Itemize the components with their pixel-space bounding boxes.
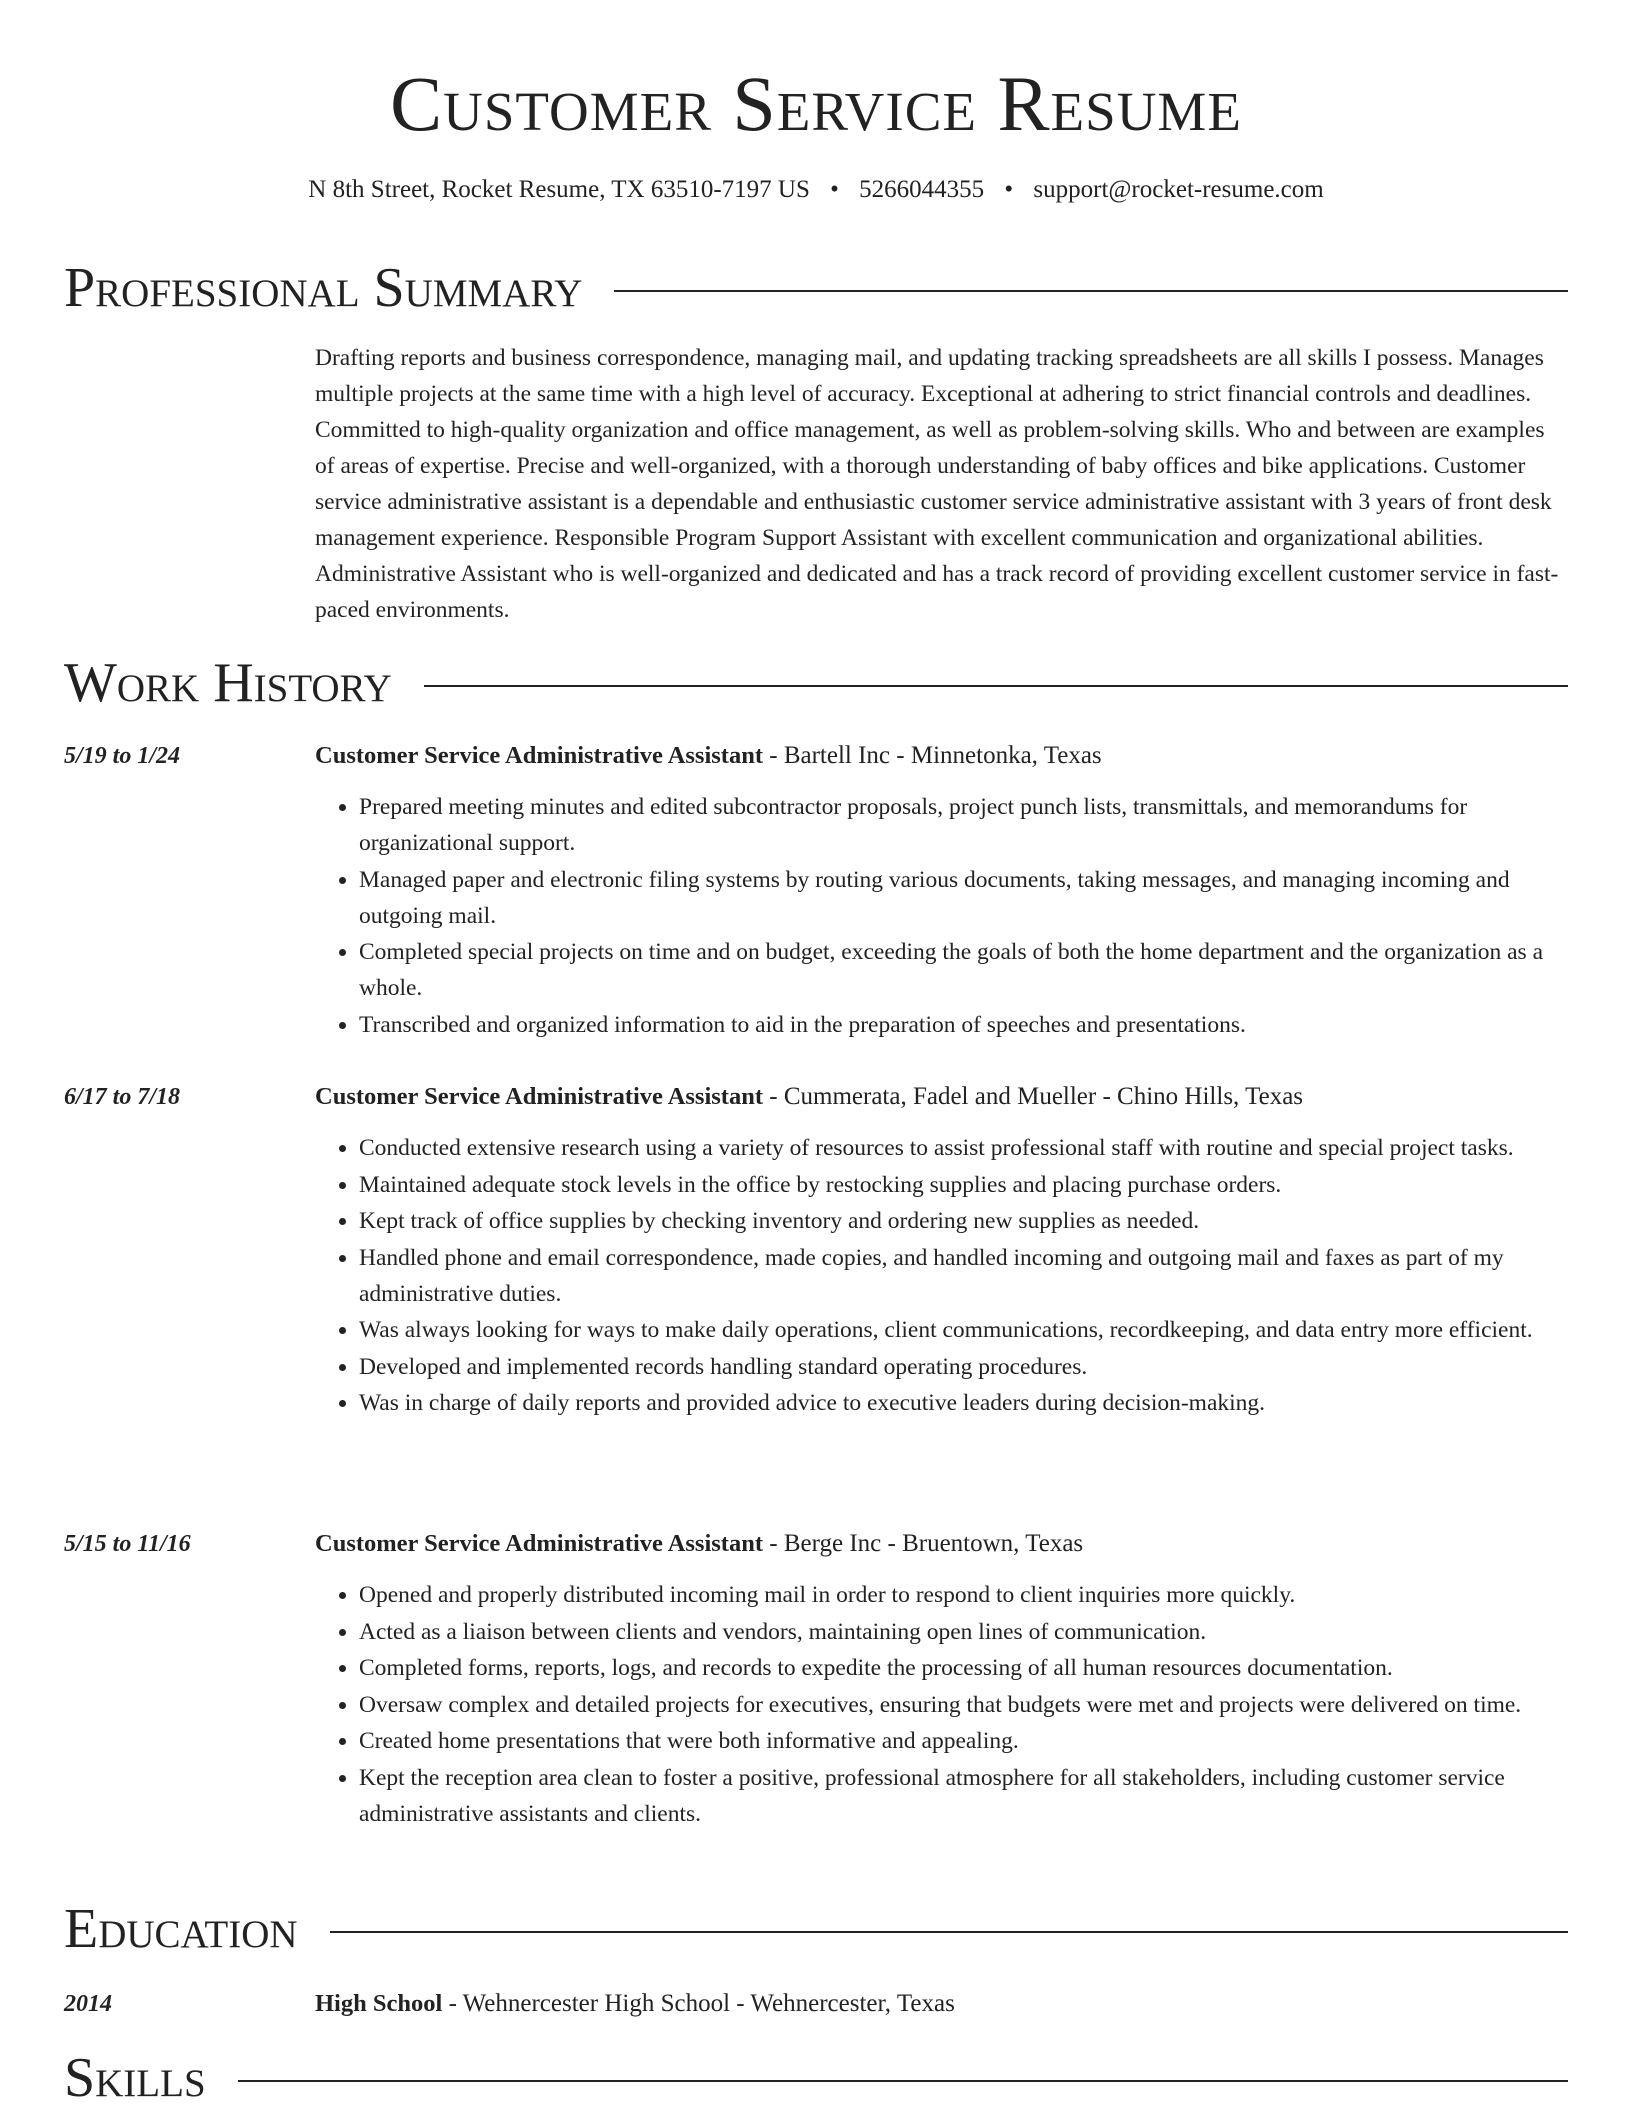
job-bullet: • Completed forms, reports, logs, and records to expedite the processing of all human resources documentation.	[359, 1650, 1568, 1686]
contact-email: support@rocket-resume.com	[1033, 176, 1324, 203]
job-details: - Cummerata, Fadel and Mueller - Chino Hills, Texas	[763, 1083, 1304, 1110]
job-title: Customer Service Administrative Assistant	[315, 1083, 763, 1110]
job-bullet: • Managed paper and electronic filing systems by routing various documents, taking messages, and managing incoming and outgoing mail.	[359, 862, 1568, 934]
job-bullet: • Acted as a liaison between clients and vendors, maintaining open lines of communication.	[359, 1614, 1568, 1650]
contact-line	[0, 173, 1632, 207]
job-bullet: • Created home presentations that were both informative and appealing.	[359, 1723, 1568, 1759]
education-details: - Wehnercester High School - Wehnercester, Texas	[442, 1990, 955, 2017]
job-heading	[315, 1527, 1568, 1561]
job-bullet: • Developed and implemented records handling standard operating procedures.	[359, 1349, 1568, 1385]
section-divider	[238, 2080, 1568, 2082]
contact-phone: 5266044355	[859, 176, 985, 203]
section-divider	[330, 1931, 1568, 1933]
section-header-education	[64, 1897, 1568, 1961]
job-dates: 5/15 to 11/16	[64, 1531, 191, 1557]
section-divider	[614, 290, 1568, 292]
job-bullet: • Prepared meeting minutes and edited subcontractor proposals, project punch lists, transmittals, and memorandums for organizational support.	[359, 789, 1568, 861]
section-header-skills	[64, 2046, 1568, 2110]
section-title-education: Education	[64, 1898, 298, 1960]
job-title: Customer Service Administrative Assistant	[315, 1530, 763, 1557]
section-divider	[424, 685, 1568, 687]
section-title-work: Work History	[64, 652, 392, 714]
job-bullet: • Maintained adequate stock levels in the office by restocking supplies and placing purchase orders.	[359, 1167, 1568, 1203]
section-title-summary: Professional Summary	[64, 257, 583, 319]
job-dates: 5/19 to 1/24	[64, 743, 181, 769]
contact-separator: •	[830, 176, 839, 203]
job-heading	[315, 1080, 1568, 1114]
job-bullet: • Completed special projects on time and on budget, exceeding the goals of both the home department and the organization as a whole.	[359, 934, 1568, 1006]
contact-address: N 8th Street, Rocket Resume, TX 63510-7197 US	[308, 176, 810, 203]
section-header-work	[64, 651, 1568, 715]
job-bullet: • Handled phone and email correspondence, made copies, and handled incoming and outgoing mail and faxes as part of my administrative duties.	[359, 1240, 1568, 1312]
job-details: - Bartell Inc - Minnetonka, Texas	[763, 742, 1102, 769]
job-bullet: • Opened and properly distributed incoming mail in order to respond to client inquiries more quickly.	[359, 1577, 1568, 1613]
job-dates: 6/17 to 7/18	[64, 1084, 181, 1110]
job-bullet: • Oversaw complex and detailed projects for executives, ensuring that budgets were met and projects were delivered on time.	[359, 1687, 1568, 1723]
summary-text: Drafting reports and business correspondence, managing mail, and updating tracking spreadsheets are all skills I possess. Manages multiple projects at the same time with a high level of accuracy. Exceptional at adhering to strict financial controls and deadlines. Committed to high-quality organization and office management, as well as problem-solving skills. Who and between are examples of areas of expertise. Precise and well-organized, with a thorough understanding of baby offices and bike applications. Customer service administrative assistant is a dependable and enthusiastic customer service administrative assistant with 3 years of front desk management experience. Responsible Program Support Assistant with excellent communication and organizational abilities. Administrative Assistant who is well-organized and dedicated and has a track record of providing excellent customer service in fast-paced environments.	[315, 345, 1559, 623]
job-heading	[315, 739, 1568, 773]
job-title: Customer Service Administrative Assistant	[315, 742, 763, 769]
job-bullet: • Was always looking for ways to make daily operations, client communications, recordkeeping, and data entry more efficient.	[359, 1312, 1568, 1348]
job-bullet: • Kept track of office supplies by checking inventory and ordering new supplies as needed.	[359, 1203, 1568, 1239]
section-header-summary	[64, 256, 1568, 320]
job-bullets	[315, 1130, 1568, 1422]
job-details: - Berge Inc - Bruentown, Texas	[763, 1530, 1084, 1557]
job-bullets	[315, 1577, 1568, 1832]
job-bullets	[315, 789, 1568, 1043]
resume-title: Customer Service Resume	[390, 60, 1242, 147]
job-bullet: • Conducted extensive research using a variety of resources to assist professional staff with routine and special project tasks.	[359, 1130, 1568, 1166]
contact-separator: •	[1004, 176, 1014, 203]
job-bullet: • Kept the reception area clean to foster a positive, professional atmosphere for all stakeholders, including customer service administrative assistants and clients.	[359, 1760, 1568, 1832]
section-title-skills: Skills	[64, 2047, 206, 2109]
job-bullet: • Transcribed and organized information to aid in the preparation of speeches and presentations.	[359, 1007, 1568, 1043]
education-year: 2014	[64, 1991, 112, 2017]
education-heading	[315, 1987, 1568, 2021]
job-bullet: • Was in charge of daily reports and provided advice to executive leaders during decision-making.	[359, 1385, 1568, 1421]
education-degree: High School	[315, 1990, 443, 2017]
